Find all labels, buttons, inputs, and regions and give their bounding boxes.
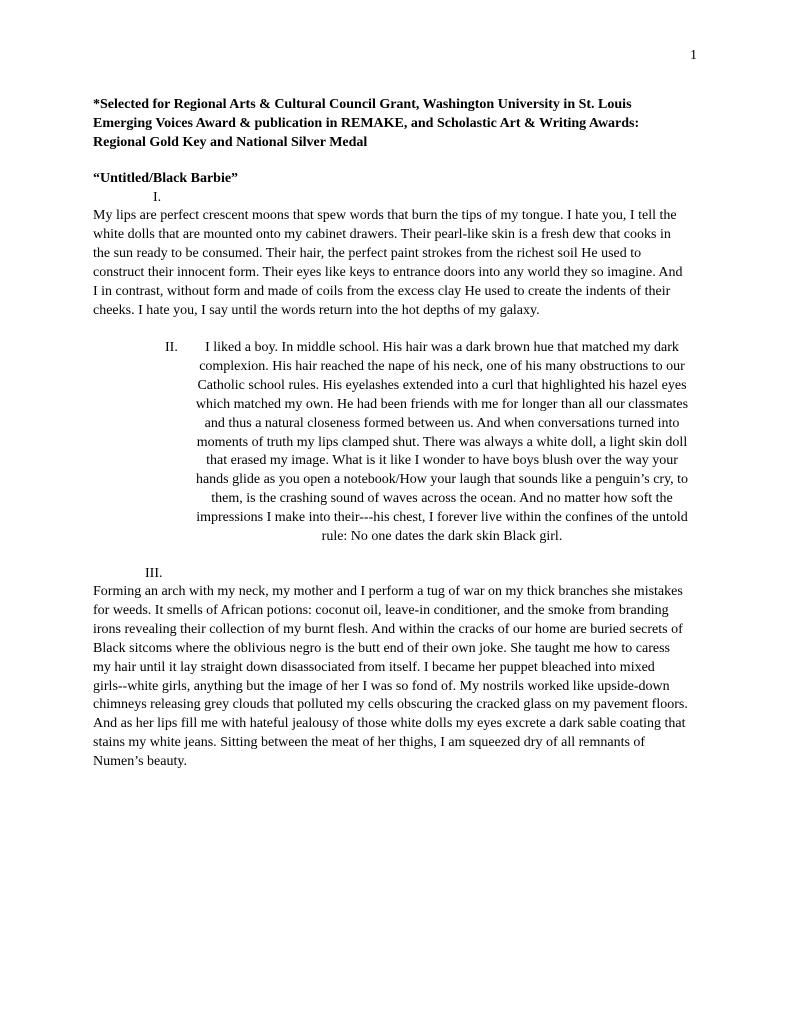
section-2-line: them, is the crashing sound of waves across the ocean. And no matter how soft the [211, 491, 673, 507]
section-1-line: white dolls that are mounted onto my cabinet drawers. Their pearl-like skin is a fresh dew that cooks in [93, 226, 671, 242]
award-note-line: *Selected for Regional Arts & Cultural Council Grant, Washington University in St. Louis [93, 97, 632, 112]
section-3-line: my hair until it lay straight down disassociated from itself. I became her puppet bleached into mixed [93, 659, 655, 675]
section-3-line: for weeds. It smells of African potions: coconut oil, leave-in conditioner, and the smoke from branding [93, 602, 669, 618]
section-2-line: complexion. His hair reached the nape of his neck, one of his many obstructions to our [199, 358, 685, 374]
section-2-line: rule: No one dates the dark skin Black girl. [321, 529, 563, 545]
award-note-line: Emerging Voices Award & publication in REMAKE, and Scholastic Art & Writing Awards: [93, 116, 640, 131]
section-2-line: and thus a natural closeness formed between us. And when conversations turned into [204, 415, 680, 431]
section-3-line: Numen’s beauty. [93, 754, 187, 770]
section-2-numeral: II. [165, 340, 178, 355]
section-1-text [93, 207, 699, 320]
section-2-line: hands glide as you open a notebook/How your laugh that sounds like a penguin’s cry, to [195, 472, 689, 488]
award-note [93, 95, 693, 152]
section-3-text [93, 583, 699, 772]
section-2 [165, 339, 725, 547]
section-1-line: I in contrast, without form and made of coils from the excess clay He used to create the indents of their [93, 283, 671, 299]
section-3-line: chimneys releasing grey clouds that polluted my cells obscuring the cracked glass on my pavement floors. [93, 697, 688, 713]
section-3-line: stains my white jeans. Sitting between the meat of her thighs, I am squeezed dry of all remnants of [93, 735, 646, 751]
section-1-line: My lips are perfect crescent moons that spew words that burn the tips of my tongue. I hate you, I tell the [93, 208, 677, 223]
section-1-line: construct their innocent form. Their eyes like keys to entrance doors into any world they so imagine. And [93, 264, 683, 280]
section-3-numeral: III. [145, 566, 163, 581]
section-3-line: And as her lips fill me with hateful jealousy of those white dolls my eyes excrete a dark sable coating that [93, 716, 686, 732]
section-1-line: cheeks. I hate you, I say until the words return into the hot depths of my galaxy. [93, 302, 540, 318]
section-3-line: Black sitcoms where the oblivious negro is the butt end of their own joke. She taught me how to caress [93, 640, 670, 656]
section-3-line: girls--white girls, anything but the image of her I was so fond of. My nostrils worked like upside-down [93, 678, 670, 694]
section-2-line: which matched my own. He had been friends with me for longer than all our classmates [195, 396, 689, 412]
page-number: 1 [690, 48, 697, 63]
section-3-line: Forming an arch with my neck, my mother and I perform a tug of war on my thick branches she mistakes [93, 584, 683, 599]
section-3-line: irons revealing their collection of my burnt flesh. And within the cracks of our home are buried secrets of [93, 621, 683, 637]
section-2-line: Catholic school rules. His eyelashes extended into a curl that highlighted his hazel eyes [197, 377, 687, 393]
poem-title: “Untitled/Black Barbie” [93, 171, 239, 186]
section-1-numeral: I. [153, 190, 162, 205]
section-2-line: impressions I make into their---his chest, I forever live within the confines of the untold [196, 510, 688, 526]
section-2-line: that erased my image. What is it like I wonder to have boys blush over the way your [206, 453, 678, 469]
section-2-line: moments of truth my lips clamped shut. There was always a white doll, a light skin doll [196, 434, 688, 450]
section-1-line: the sun ready to be consumed. Their hair, the perfect paint strokes from the richest soil He used to [93, 245, 642, 261]
section-2-line: I liked a boy. In middle school. His hair was a dark brown hue that matched my dark [205, 340, 679, 355]
award-note-line: Regional Gold Key and National Silver Medal [93, 135, 368, 150]
section-2-text [192, 339, 692, 547]
